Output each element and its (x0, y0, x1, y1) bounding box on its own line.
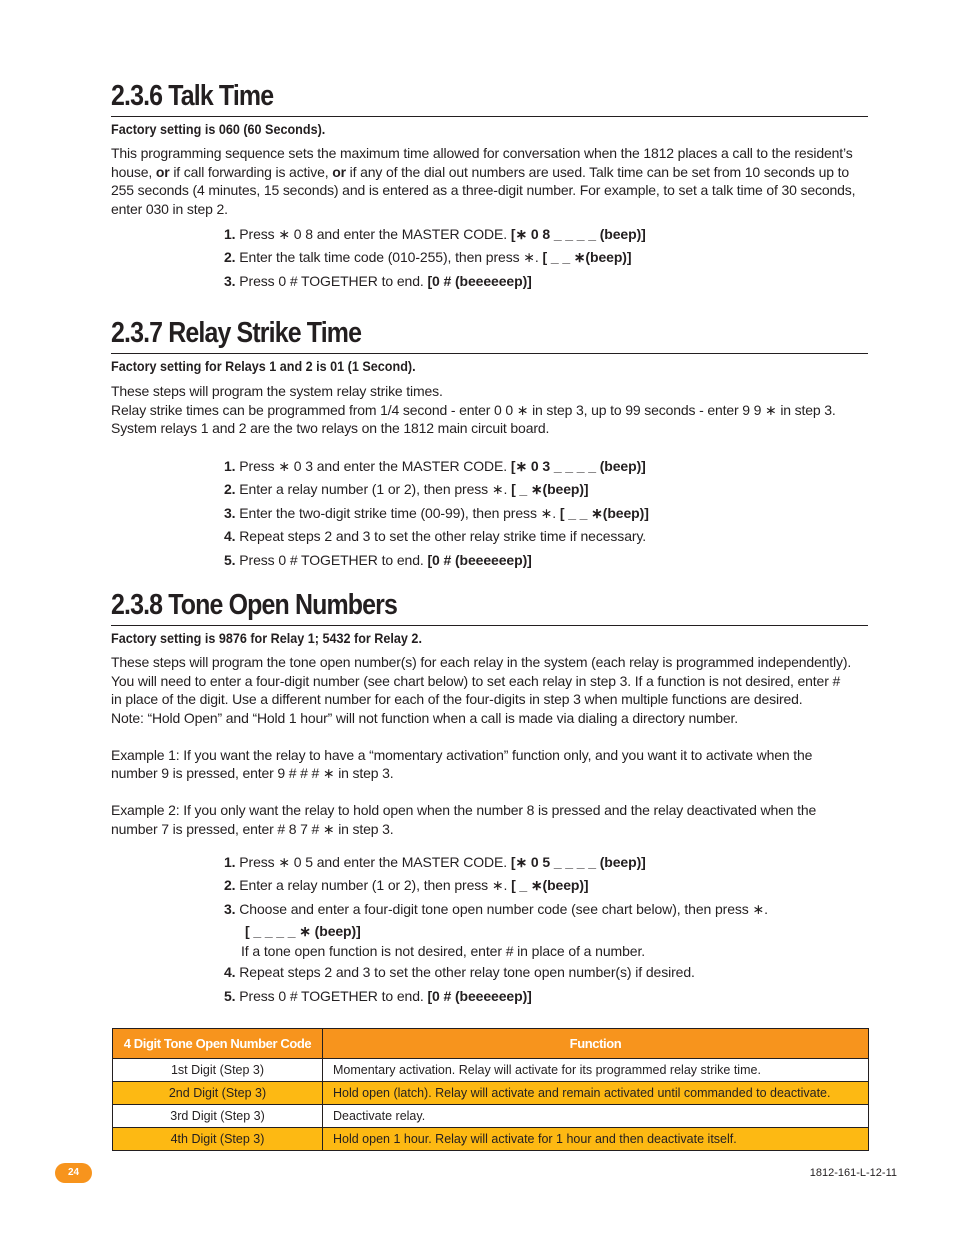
function-cell: Hold open 1 hour. Relay will activate for 1 hour and then deactivate itself. (323, 1128, 869, 1151)
tone-open-steps (224, 851, 768, 1008)
tone-open-code-table (112, 1028, 869, 1151)
step-3-note: If a tone open function is not desired, enter # in place of a number. (241, 943, 646, 960)
digit-cell: 4th Digit (Step 3) (113, 1128, 323, 1151)
step-item: 3. Press 0 # TOGETHER to end. [0 # (beeeeeep)] (224, 272, 532, 289)
relay-strike-description (111, 382, 868, 438)
table-row (113, 1059, 869, 1082)
example-1-line: Example 1: If you want the relay to have a “momentary activation” function only, and you want it to activate when the (111, 746, 813, 763)
section-rule (111, 353, 868, 354)
step-item: 1. Press ∗ 0 3 and enter the MASTER CODE. [∗ 0 3 _ _ _ _ (beep)] (224, 458, 646, 474)
table-row (113, 1105, 869, 1128)
function-cell: Hold open (latch). Relay will activate and remain activated until commanded to deactivate. (323, 1082, 869, 1105)
example-2-line: Example 2: If you only want the relay to hold open when the number 8 is pressed and the relay deactivated when the (111, 802, 817, 818)
example-1-line: number 9 is pressed, enter 9 # # # ∗ in step 3. (111, 765, 394, 781)
talk-time-description (111, 144, 868, 218)
step-item: 4. Repeat steps 2 and 3 to set the other relay tone open number(s) if desired. (224, 964, 695, 981)
column-header-function: Function (323, 1029, 869, 1059)
tone-open-line: You will need to enter a four-digit number (see chart below) to set each relay in step 3. If a function is not desired, enter # (111, 672, 841, 689)
section-title-tone-open-numbers: 2.3.8 Tone Open Numbers (111, 589, 398, 621)
tone-open-description (111, 653, 868, 838)
blank-line (111, 727, 868, 746)
section-title-relay-strike-time: 2.3.7 Relay Strike Time (111, 317, 362, 349)
factory-setting-tone-open: Factory setting is 9876 for Relay 1; 5432 for Relay 2. (111, 630, 422, 646)
section-title-talk-time: 2.3.6 Talk Time (111, 80, 274, 112)
table-header-row (113, 1029, 869, 1059)
blank-line (111, 783, 868, 802)
step-item: 2. Enter a relay number (1 or 2), then press ∗. [ _ ∗(beep)] (224, 481, 589, 498)
function-cell: Deactivate relay. (323, 1105, 869, 1128)
column-header-code: 4 Digit Tone Open Number Code (113, 1029, 323, 1059)
example-2-line: number 7 is pressed, enter # 8 7 # ∗ in step 3. (111, 820, 394, 837)
document-id: 1812-161-L-12-11 (809, 1167, 897, 1179)
section-rule (111, 625, 868, 626)
relay-strike-line: Relay strike times can be programmed from 1/4 second - enter 0 0 ∗ in step 3, up to 99 seconds - enter 9 9 ∗ in step 3. (111, 401, 836, 418)
step-item: 2. Enter a relay number (1 or 2), then press ∗. [ _ ∗(beep)] (224, 877, 589, 894)
step-item: 5. Press 0 # TOGETHER to end. [0 # (beeeeeep)] (224, 987, 532, 1004)
talk-time-line: 255 seconds (4 minutes, 15 seconds) and is entered as a three-digit number. For example, to set a talk time of 30 seconds, (111, 182, 856, 198)
step-3-code: [ _ _ _ _ ∗ (beep)] (245, 923, 361, 940)
talk-time-line: enter 030 in step 2. (111, 200, 228, 217)
digit-cell: 3rd Digit (Step 3) (113, 1105, 323, 1128)
step-item: 3. Enter the two-digit strike time (00-99), then press ∗. [ _ _ ∗(beep)] (224, 504, 649, 521)
section-rule (111, 116, 868, 117)
step-item: 5. Press 0 # TOGETHER to end. [0 # (beeeeeep)] (224, 551, 532, 568)
talk-time-line: house, or if call forwarding is active, or if any of the dial out numbers are used. Talk time can be set from 10 seconds up to (111, 163, 850, 180)
page-number-badge: 24 (55, 1163, 92, 1183)
relay-strike-line: System relays 1 and 2 are the two relays on the 1812 main circuit board. (111, 420, 550, 436)
function-cell: Momentary activation. Relay will activate for its programmed relay strike time. (323, 1059, 869, 1082)
digit-cell: 2nd Digit (Step 3) (113, 1082, 323, 1105)
digit-cell: 1st Digit (Step 3) (113, 1059, 323, 1082)
talk-time-line: This programming sequence sets the maximum time allowed for conversation when the 1812 places a call to the resident’s (111, 145, 853, 161)
step-item: 1. Press ∗ 0 8 and enter the MASTER CODE. [∗ 0 8 _ _ _ _ (beep)] (224, 226, 646, 242)
factory-setting-relay-strike: Factory setting for Relays 1 and 2 is 01 (1 Second). (111, 358, 416, 374)
relay-strike-line: These steps will program the system relay strike times. (111, 383, 443, 399)
table-row (113, 1128, 869, 1151)
tone-open-line: Note: “Hold Open” and “Hold 1 hour” will not function when a call is made via dialing a directory number. (111, 709, 739, 726)
tone-open-line: in place of the digit. Use a different number for each of the four-digits in step 3 when multiple functions are desired. (111, 691, 803, 707)
step-item: 3. Choose and enter a four-digit tone open number code (see chart below), then press ∗. [ _ _ _ _ ∗ (beep)] If a tone open function is not desired, enter # in place of a number. (224, 900, 768, 960)
relay-strike-steps (224, 455, 649, 572)
step-item: 4. Repeat steps 2 and 3 to set the other relay strike time if necessary. (224, 528, 647, 545)
tone-open-line: These steps will program the tone open number(s) for each relay in the system (each relay is programmed independently). (111, 654, 852, 670)
step-item: 1. Press ∗ 0 5 and enter the MASTER CODE. [∗ 0 5 _ _ _ _ (beep)] (224, 854, 646, 870)
talk-time-steps (224, 223, 646, 293)
factory-setting-talk-time: Factory setting is 060 (60 Seconds). (111, 121, 326, 137)
step-item: 2. Enter the talk time code (010-255), then press ∗. [ _ _ ∗(beep)] (224, 249, 632, 266)
table-row (113, 1082, 869, 1105)
